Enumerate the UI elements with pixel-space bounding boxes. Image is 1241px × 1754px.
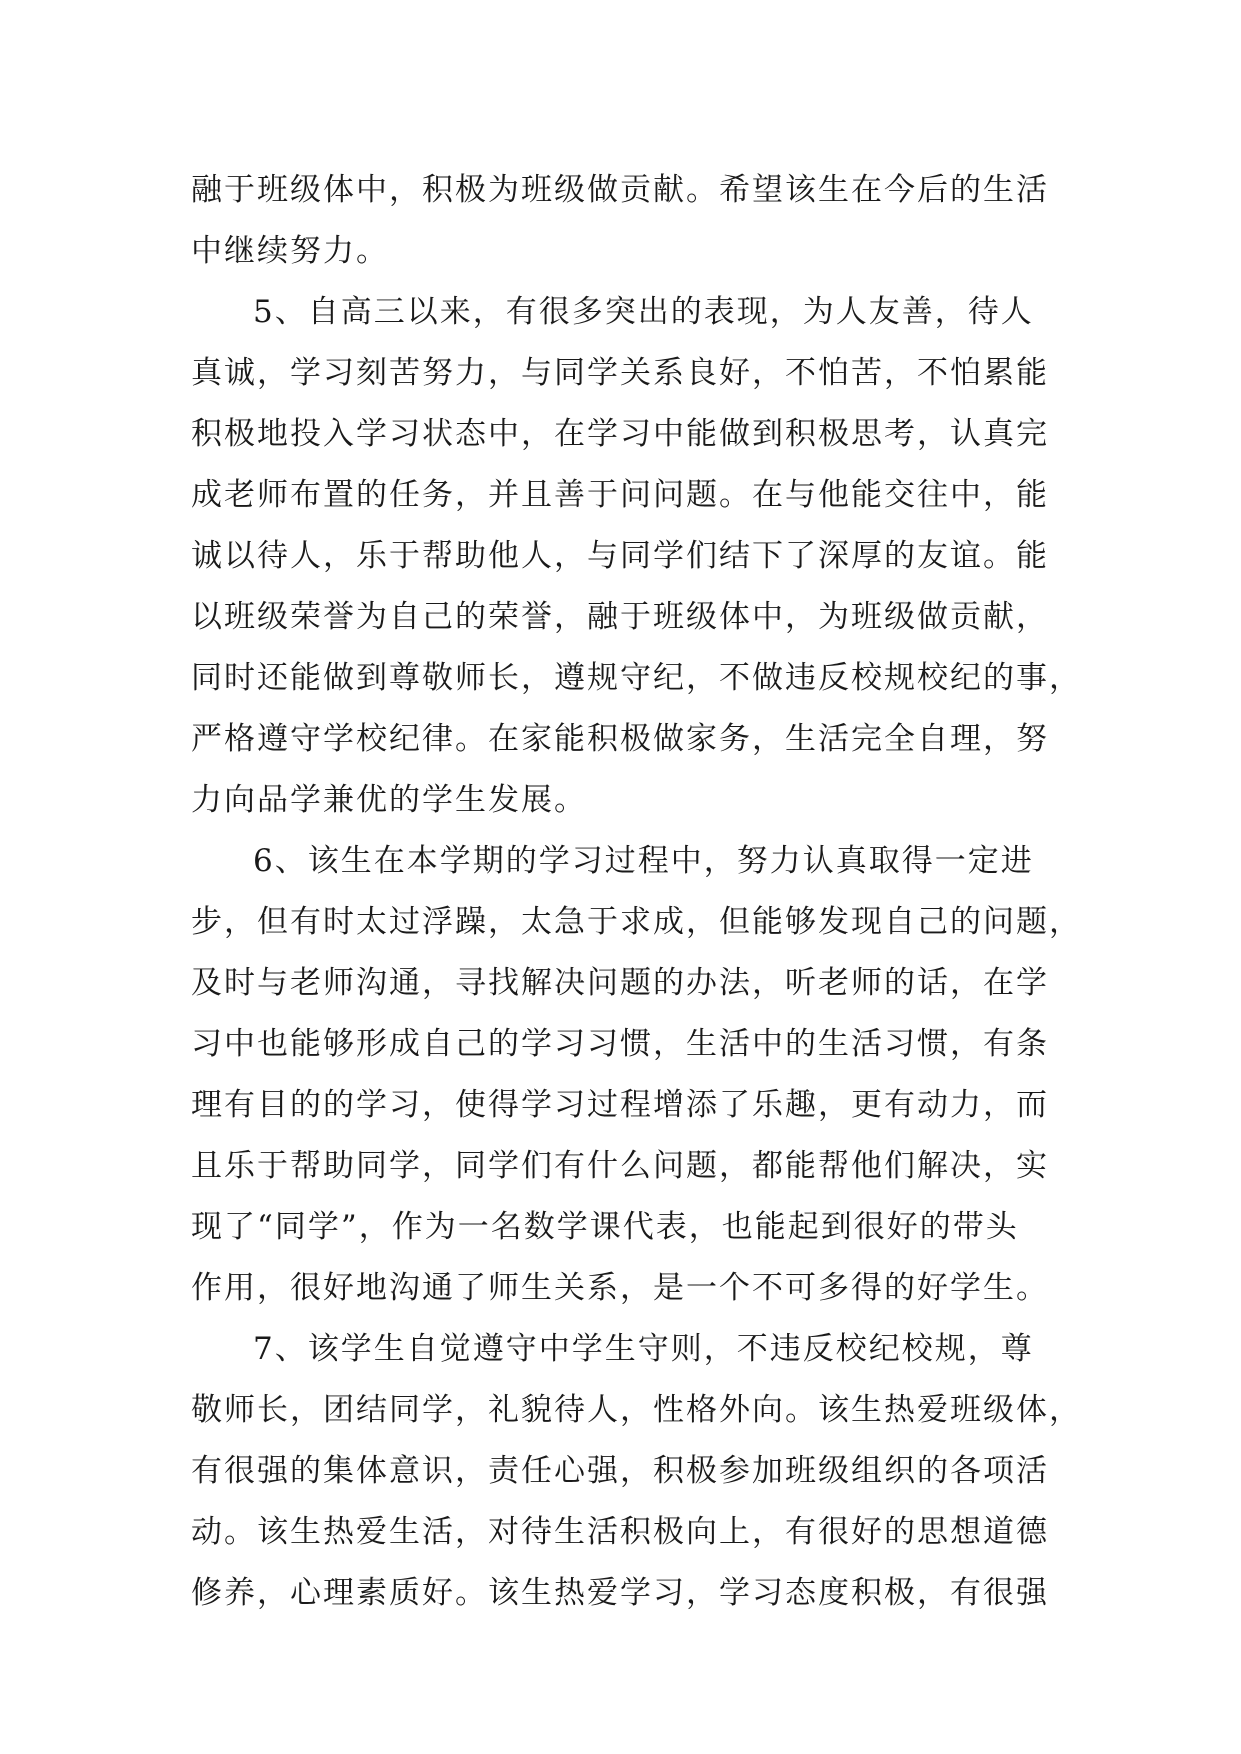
- text-line: 6、该生在本学期的学习过程中，努力认真取得一定进: [253, 843, 1034, 879]
- text-line: 且乐于帮助同学，同学们有什么问题，都能帮他们解决，实: [191, 1148, 1049, 1184]
- text-line: 中继续努力。: [191, 233, 389, 269]
- paragraph-item-5: [191, 282, 1082, 831]
- text-line: 诚以待人，乐于帮助他人，与同学们结下了深厚的友谊。能: [191, 538, 1049, 574]
- text-line: 力向品学兼优的学生发展。: [191, 782, 587, 818]
- text-line: 5、自高三以来，有很多突出的表现，为人友善，待人: [253, 294, 1034, 330]
- text-line: 成老师布置的任务，并且善于问问题。在与他能交往中，能: [191, 477, 1049, 513]
- text-line: 修养，心理素质好。该生热爱学习，学习态度积极，有很强: [191, 1575, 1049, 1611]
- text-line: 习中也能够形成自己的学习习惯，生活中的生活习惯，有条: [191, 1026, 1049, 1062]
- text-line: 7、该学生自觉遵守中学生守则，不违反校纪校规，尊: [253, 1331, 1034, 1367]
- text-line: 及时与老师沟通，寻找解决问题的办法，听老师的话，在学: [191, 965, 1049, 1001]
- document-body: [191, 160, 1082, 1624]
- text-line: 理有目的的学习，使得学习过程增添了乐趣，更有动力，而: [191, 1087, 1049, 1123]
- text-line: 步，但有时太过浮躁，太急于求成，但能够发现自己的问题，: [191, 904, 1082, 940]
- text-line: 作用，很好地沟通了师生关系，是一个不可多得的好学生。: [191, 1270, 1049, 1306]
- text-line: 现了“同学”，作为一名数学课代表，也能起到很好的带头: [191, 1209, 1019, 1245]
- text-line: 敬师长，团结同学，礼貌待人，性格外向。该生热爱班级体，: [191, 1392, 1082, 1428]
- text-line: 有很强的集体意识，责任心强，积极参加班级组织的各项活: [191, 1453, 1049, 1489]
- text-line: 动。该生热爱生活，对待生活积极向上，有很好的思想道德: [191, 1514, 1049, 1550]
- text-line: 融于班级体中，积极为班级做贡献。希望该生在今后的生活: [191, 172, 1049, 208]
- text-line: 以班级荣誉为自己的荣誉，融于班级体中，为班级做贡献，: [191, 599, 1049, 635]
- paragraph-item-7: [191, 1319, 1082, 1624]
- paragraph-continued: [191, 160, 1051, 282]
- text-line: 真诚，学习刻苦努力，与同学关系良好，不怕苦，不怕累能: [191, 355, 1049, 391]
- paragraph-item-6: [191, 831, 1082, 1319]
- text-line: 积极地投入学习状态中，在学习中能做到积极思考，认真完: [191, 416, 1049, 452]
- text-line: 严格遵守学校纪律。在家能积极做家务，生活完全自理，努: [191, 721, 1049, 757]
- text-line: 同时还能做到尊敬师长，遵规守纪，不做违反校规校纪的事，: [191, 660, 1082, 696]
